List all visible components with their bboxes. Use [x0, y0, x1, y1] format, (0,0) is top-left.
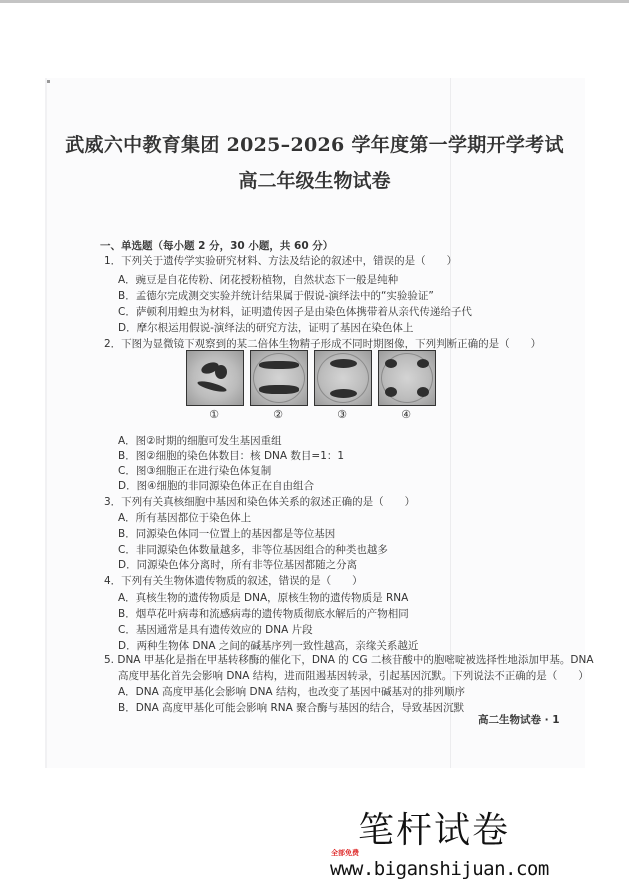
- question-3-option-b: B．同源染色体同一位置上的基因都是等位基因: [118, 528, 336, 540]
- question-1-option-d: D．摩尔根运用假说-演绎法的研究方法，证明了基因在染色体上: [118, 322, 414, 334]
- question-3-option-a: A．所有基因都位于染色体上: [118, 512, 252, 524]
- question-5-option-a: A．DNA 高度甲基化会影响 DNA 结构，也改变了基因中碱基对的排列顺序: [118, 686, 465, 698]
- figure-label-2: ②: [273, 408, 283, 421]
- question-2-option-d: D．图④细胞的非同源染色体正在自由组合: [118, 480, 314, 492]
- micrograph-4: [378, 350, 436, 406]
- question-4-option-b: B．烟草花叶病毒和流感病毒的遗传物质彻底水解后的产物相同: [118, 608, 409, 620]
- question-2-option-b: B．图②细胞的染色体数目：核 DNA 数目=1：1: [118, 450, 345, 462]
- question-1-option-a: A．豌豆是自花传粉、闭花授粉植物，自然状态下一般是纯种: [118, 274, 399, 286]
- question-4-option-c: C．基因通常是具有遗传效应的 DNA 片段: [118, 624, 313, 636]
- watermark-url: www.biganshijuan.com: [330, 858, 549, 880]
- question-3-option-d: D．同源染色体分离时，所有非等位基因都随之分离: [118, 559, 358, 571]
- watermark-free-tag: 全部免费: [331, 849, 359, 857]
- question-4-option-d: D．两种生物体 DNA 之间的碱基序列一致性越高，亲缘关系越近: [118, 640, 419, 652]
- figure-label-4: ④: [401, 408, 411, 421]
- section-heading: 一、单选题（每小题 2 分，30 小题，共 60 分）: [100, 240, 334, 252]
- question-5-stem-line1: 5. DNA 甲基化是指在甲基转移酶的催化下，DNA 的 CG 二核苷酸中的胞嘧啶被选择性地添加甲基。DNA: [104, 654, 594, 666]
- question-4-option-a: A．真核生物的遗传物质是 DNA，原核生物的遗传物质是 RNA: [118, 592, 409, 604]
- micrograph-1: [186, 350, 244, 406]
- micrograph-figure: [186, 350, 436, 422]
- exam-title: 武威六中教育集团 2025–2026 学年度第一学期开学考试: [65, 134, 564, 156]
- exam-subtitle: 高二年级生物试卷: [238, 170, 391, 192]
- question-1-option-c: C．萨顿利用蝗虫为材料，证明遗传因子是由染色体携带着从亲代传递给子代: [118, 306, 472, 318]
- scan-speck: [47, 80, 50, 83]
- micrograph-2: [250, 350, 308, 406]
- question-2-option-a: A．图②时期的细胞可发生基因重组: [118, 435, 282, 447]
- micrograph-3: [314, 350, 372, 406]
- figure-label-3: ③: [337, 408, 347, 421]
- question-3-stem: 3．下列有关真核细胞中基因和染色体关系的叙述正确的是（ ）: [104, 496, 416, 508]
- question-4-stem: 4．下列有关生物体遗传物质的叙述，错误的是（ ）: [104, 575, 363, 587]
- question-1-option-b: B．孟德尔完成测交实验并统计结果属于假说-演绎法中的“实验验证”: [118, 290, 434, 302]
- figure-label-1: ①: [209, 408, 219, 421]
- watermark-brand: 笔杆试卷: [358, 810, 511, 851]
- question-2-option-c: C．图③细胞正在进行染色体复制: [118, 465, 272, 477]
- question-5-stem-line2: 高度甲基化首先会影响 DNA 结构，进而阻遏基因转录，引起基因沉默。下列说法不正确的是（ ）: [118, 670, 589, 682]
- top-border: [0, 0, 629, 3]
- page-footer: 高二生物试卷 · 1: [478, 714, 560, 726]
- question-3-option-c: C．非同源染色体数量越多，非等位基因组合的种类也越多: [118, 544, 388, 556]
- question-1-stem: 1．下列关于遗传学实验研究材料、方法及结论的叙述中，错误的是（ ）: [104, 255, 458, 267]
- question-5-option-b: B．DNA 高度甲基化可能会影响 RNA 聚合酶与基因的结合，导致基因沉默: [118, 702, 465, 714]
- question-2-stem: 2．下图为显微镜下观察到的某二倍体生物精子形成不同时期图像，下列判断正确的是（ ）: [104, 338, 542, 350]
